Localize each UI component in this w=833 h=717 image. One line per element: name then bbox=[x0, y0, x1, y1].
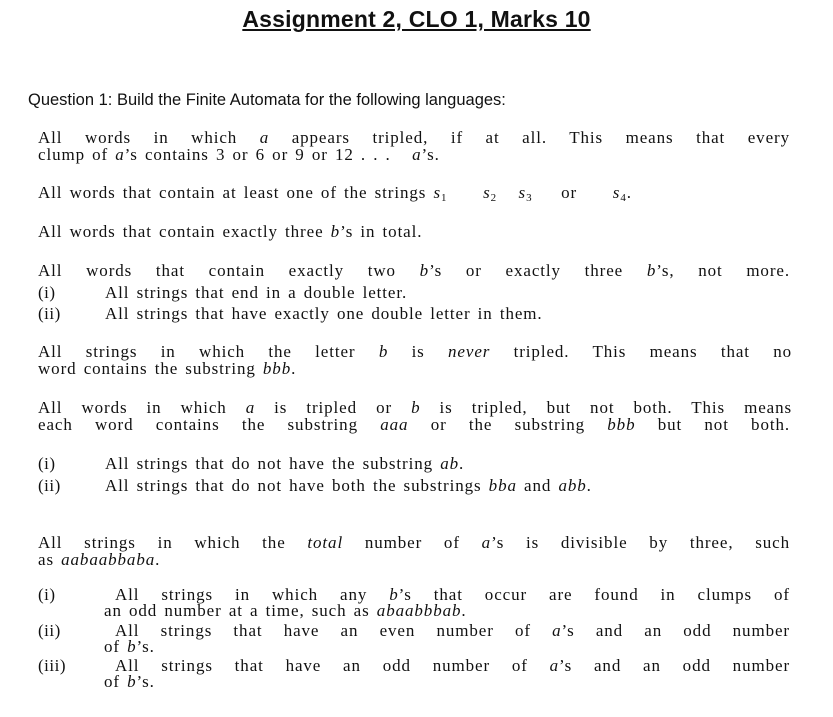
item-c: All words that contain exactly three b’s in total. bbox=[38, 222, 423, 241]
item-g-i-label: (i) bbox=[38, 454, 56, 473]
item-g-i: All strings that do not have the substring ab. bbox=[105, 454, 465, 473]
item-d-i-label: (i) bbox=[38, 283, 56, 302]
item-f-line1: All words in which a is tripled or b is tripled, but not both. This means bbox=[38, 398, 792, 417]
item-j-i-line1: All strings in which any b’s that occur are found in clumps of bbox=[115, 585, 790, 604]
item-h-line2: as aabaabbaba. bbox=[38, 550, 161, 569]
question-heading: Question 1: Build the Finite Automata for the following languages: bbox=[28, 91, 506, 109]
item-a-line1: All words in which a appears tripled, if at all. This means that every bbox=[38, 128, 790, 147]
item-d-ii-label: (ii) bbox=[38, 304, 61, 323]
item-h-line1: All strings in which the total number of a’s is divisible by three, such bbox=[38, 533, 790, 552]
item-j-ii-line2: of b’s. bbox=[104, 637, 155, 656]
item-e-line1: All strings in which the letter b is never tripled. This means that no bbox=[38, 342, 793, 361]
item-e-line2: word contains the substring bbb. bbox=[38, 359, 297, 378]
item-d: All words that contain exactly two b’s or exactly three b’s, not more. bbox=[38, 261, 790, 280]
item-j-iii-line1: All strings that have an odd number of a’s and an odd number bbox=[115, 656, 791, 675]
item-d-i: All strings that end in a double letter. bbox=[105, 283, 408, 302]
item-j-i-label: (i) bbox=[38, 585, 56, 604]
item-g-ii: All strings that do not have both the substrings bba and abb. bbox=[105, 476, 592, 495]
item-g-ii-label: (ii) bbox=[38, 476, 61, 495]
item-a-line2: clump of a’s contains 3 or 6 or 9 or 12 . . . a’s. bbox=[38, 145, 440, 164]
item-f-line2: each word contains the substring aaa or the substring bbb but not both. bbox=[38, 415, 791, 434]
item-j-iii-line2: of b’s. bbox=[104, 672, 155, 691]
item-b: All words that contain at least one of the strings $s_1$ $s_2$ $s_3$ or $s_4$. bbox=[38, 183, 632, 204]
page-title: Assignment 2, CLO 1, Marks 10 bbox=[242, 6, 591, 32]
item-j-ii-line1: All strings that have an even number of a’s and an odd number bbox=[115, 621, 790, 640]
item-j-iii-label: (iii) bbox=[38, 656, 66, 675]
item-d-ii: All strings that have exactly one double letter in them. bbox=[105, 304, 543, 323]
item-j-i-line2: an odd number at a time, such as abaabbbab. bbox=[104, 601, 467, 620]
item-j-ii-label: (ii) bbox=[38, 621, 61, 640]
